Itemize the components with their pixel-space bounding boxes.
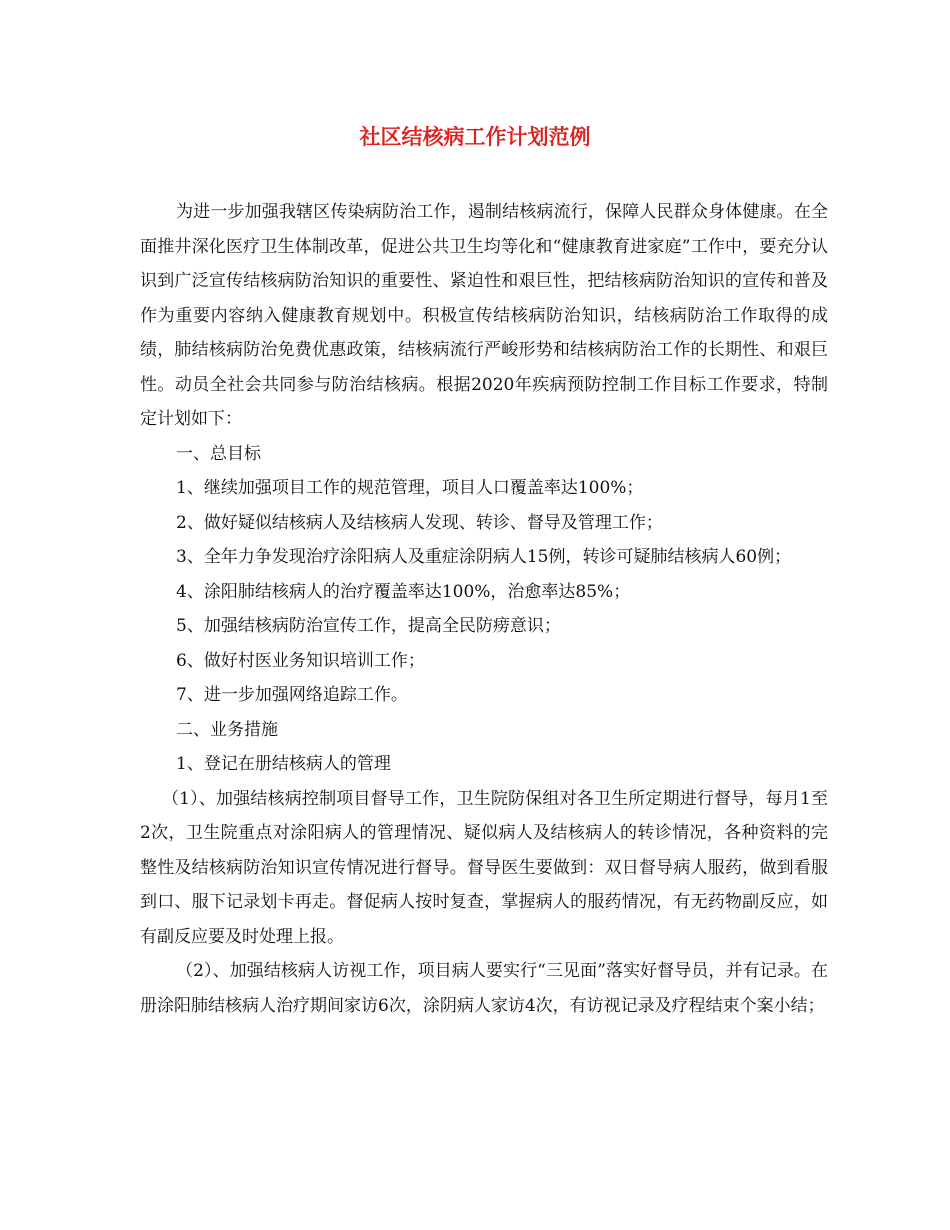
document-title: 社区结核病工作计划范例: [359, 124, 591, 149]
measure-paragraph: （1）、加强结核病控制项目督导工作，卫生院防保组对各卫生所定期进行督导，每月1至2次，卫生院重点对涂阳病人的管理情况、疑似病人及结核病人的转诊情况，各种资料的完整性及结核病防治知识宣传情况进行督导。督导医生要做到：双日督导病人服药，做到看服到口、服下记录划卡再走。督促病人按时复查，掌握病人的服药情况，有无药物副反应，如有副反应要及时处理上报。: [140, 788, 828, 947]
goal-item: 4、涂阳肺结核病人的治疗覆盖率达100%，治愈率达85%；: [176, 581, 631, 602]
measure-paragraph: （2）、加强结核病人访视工作，项目病人要实行“三见面”落实好督导员，并有记录。在册涂阳肺结核病人治疗期间家访6次，涂阴病人家访4次，有访视记录及疗程结束个案小结；: [140, 961, 828, 1016]
goal-item: 5、加强结核病防治宣传工作，提高全民防痨意识；: [176, 616, 561, 636]
subsection-heading: 1、登记在册结核病人的管理: [176, 754, 391, 774]
goal-item: 1、继续加强项目工作的规范管理，项目人口覆盖率达100%；: [176, 478, 644, 498]
goal-item: 7、进一步加强网络追踪工作。: [176, 685, 408, 705]
intro-paragraph: 为进一步加强我辖区传染病防治工作，遏制结核病流行，保障人民群众身体健康。在全面推井深化医疗卫生体制改革，促进公共卫生均等化和“健康教育进家庭”工作中，要充分认识到广泛宣传结核病防治知识的重要性、紧迫性和艰巨性，把结核病防治知识的宣传和普及作为重要内容纳入健康教育规划中。积极宣传结核病防治知识，结核病防治工作取得的成绩，肺结核病防治免费优惠政策，结核病流行严峻形势和结核病防治工作的长期性、和艰巨性。动员全社会共同参与防治结核病。根据2020年疾病预防控制工作目标工作要求，特制定计划如下：: [140, 202, 828, 429]
section-heading-goals: 一、总目标: [176, 443, 261, 464]
goal-item: 2、做好疑似结核病人及结核病人发现、转诊、督导及管理工作；: [176, 512, 663, 533]
document-body: [140, 195, 828, 1023]
goal-item: 6、做好村医业务知识培训工作；: [176, 650, 425, 671]
goal-item: 3、全年力争发现治疗涂阳病人及重症涂阴病人15例，转诊可疑肺结核病人60例；: [176, 547, 792, 567]
section-heading-measures: 二、业务措施: [176, 719, 278, 740]
